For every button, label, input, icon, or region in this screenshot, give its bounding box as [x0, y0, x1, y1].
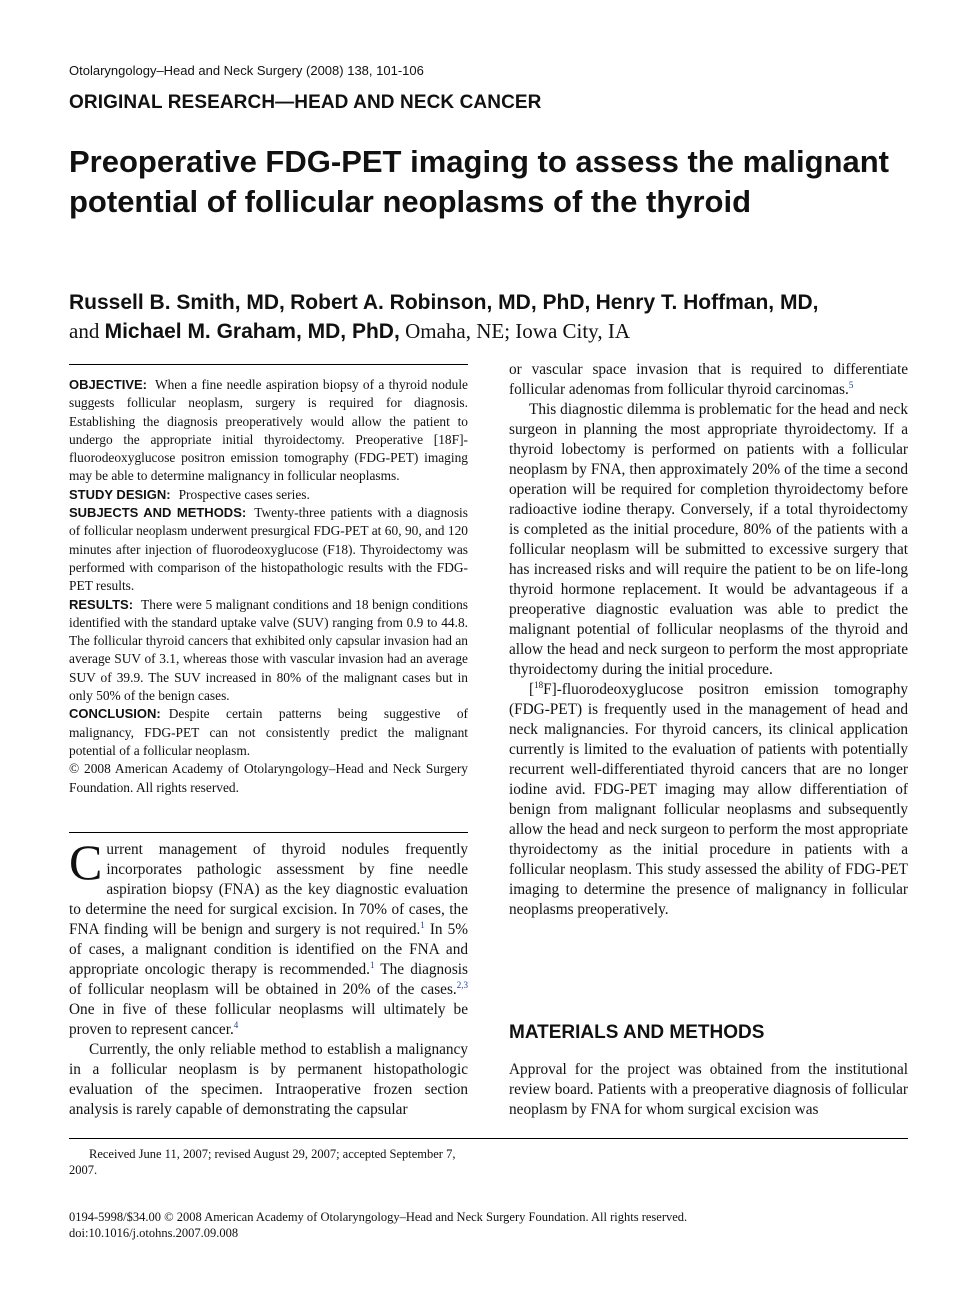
journal-citation: Otolaryngology–Head and Neck Surgery (2008) 138, 101-106 — [69, 63, 424, 78]
author-3[interactable]: Henry T. Hoffman, MD, — [595, 291, 819, 314]
abstract-objective — [69, 376, 468, 486]
design-text: Prospective cases series. — [178, 486, 310, 502]
ref-link[interactable]: 5 — [848, 380, 854, 390]
introduction — [69, 834, 468, 1120]
received-dates: Received June 11, 2007; revised August 29, 2007; accepted September 7, 2007. — [69, 1147, 456, 1177]
objective-label: OBJECTIVE: — [69, 377, 148, 392]
paragraph-2-text: F]-fluorodeoxyglucose positron emission tomography (FDG-PET) is frequently used in the management of head and neck malignancies. For thyroid cancers, its clinical application currently is limited to the evaluation of patients with potentially recurrent well-differentiated thyroid cancers that are no longer iodine avid. FDG-PET imaging may allow differentiation of benign from malignant follicular neoplasms and subsequently allow the head and neck surgeon to perform the most appropriate thyroidectomy as the initial procedure in patients with a follicular neoplasm. This study assessed the ability of FDG-PET imaging to determine the presence of malignancy in follicular neoplasms preoperatively. — [509, 681, 908, 918]
doi[interactable]: doi:10.1016/j.otohns.2007.09.008 — [69, 1226, 239, 1240]
intro-text-b: In 5% of cases, a malignant condition is identified on the FNA and appropriate oncologic therapy is recommended. — [69, 921, 468, 978]
design-label: STUDY DESIGN: — [69, 486, 171, 502]
abstract-methods — [69, 504, 468, 595]
author-4[interactable]: Michael M. Graham, MD, PhD, — [104, 320, 400, 343]
article-title: Preoperative FDG-PET imaging to assess the malignant potential of follicular neoplasms of the thyroid — [69, 144, 889, 219]
right-continuation — [509, 360, 908, 400]
intro-paragraph-1 — [69, 834, 468, 1040]
abstract-copyright: © 2008 American Academy of Otolaryngology–Head and Neck Surgery Foundation. All rights reserved. — [69, 761, 468, 795]
right-paragraph-1: This diagnostic dilemma is problematic for the head and neck surgeon in planning the most appropriate thyroidectomy. If a thyroid lobectomy is performed on patients with a follicular neoplasm by FNA, then approximately 20% of the time a second operation will be required for completion thyroidectomy before radioactive iodine therapy. Conversely, if a total thyroidectomy is completed as the initial procedure, 80% of the patients with a follicular neoplasm will be submitted to excessive surgery that has increased risks and will require the patient to be on life-long thyroid hormone replacement. It would be advantageous if a preoperative diagnostic evaluation was able to predict the malignant potential of follicular neoplasms of the thyroid and allow the head and neck surgeon to perform the most appropriate thyroidectomy during the initial procedure. — [509, 401, 908, 678]
isotope-superscript: 18 — [534, 680, 544, 690]
author-1[interactable]: Russell B. Smith, MD, — [69, 291, 285, 314]
results-text: There were 5 malignant conditions and 18 benign conditions identified with the standard uptake valve (SUV) ranging from 0.9 to 44.8. The follicular thyroid cancers that exhibited only capsular invasion had an average SUV of 3.1, whereas those with vascular invasion had an average SUV of 39.9. The SUV increased in 80% of the malignant cases but in only 50% of the benign cases. — [69, 596, 468, 704]
abstract — [69, 376, 468, 797]
intro-paragraph-2: Currently, the only reliable method to establish a malignancy in a follicular neoplasm is by permanent histopathologic evaluation of the specimen. Intraoperative frozen section analysis is rarely capable of demonstrating the capsular — [69, 1041, 468, 1118]
right-paragraph-2 — [509, 680, 908, 920]
abstract-bottom-rule — [69, 832, 468, 833]
drop-cap: C — [69, 834, 103, 890]
results-label: RESULTS: — [69, 596, 134, 612]
bracket-open: [ — [529, 681, 535, 698]
publication-info — [69, 1209, 687, 1241]
methods-label: SUBJECTS AND METHODS: — [69, 505, 247, 521]
ref-link[interactable]: 1 — [420, 920, 425, 930]
right-column — [509, 360, 908, 920]
intro-text-c: The diagnosis of follicular neoplasm will be obtained in 20% of the cases. — [69, 961, 468, 998]
author-2[interactable]: Robert A. Robinson, MD, PhD, — [290, 291, 591, 314]
abstract-conclusion — [69, 705, 468, 760]
ref-link[interactable]: 1 — [369, 960, 375, 970]
section-heading: ORIGINAL RESEARCH—HEAD AND NECK CANCER — [69, 92, 542, 113]
ref-link[interactable]: 2,3 — [456, 980, 468, 990]
ref-link[interactable]: 4 — [233, 1020, 239, 1030]
methods-text: Twenty-three patients with a diagnosis of follicular neoplasm underwent presurgical FDG-PET at 60, 90, and 120 minutes after injection of fluorodeoxyglucose (F18). Thyroidectomy was performed with comparison of the histopathologic results with the FDG-PET results. — [69, 505, 468, 594]
objective-text: When a fine needle aspiration biopsy of a thyroid nodule suggests follicular neoplasm, surgery is required for diagnosis. Establishing the diagnosis preoperatively would allow the patient to undergo the appropriate initial thyroidectomy. Preoperative [18F]-fluorodeoxyglucose positron emission tomography (FDG-PET) imaging may be able to determine malignancy in follicular neoplasms. — [69, 377, 468, 484]
intro-text-d: One in five of these follicular neoplasms will ultimately be proven to represent cancer. — [69, 1001, 468, 1038]
intro-text-a: urrent management of thyroid nodules frequently incorporates pathologic assessment by fine needle aspiration biopsy (FNA) as the key diagnostic evaluation to determine the need for surgical excision. In 70% of cases, the FNA finding will be benign and surgery is not required. — [69, 841, 468, 938]
conclusion-text: Despite certain patterns being suggestive of malignancy, FDG-PET can not consistently predict the malignant potential of a follicular neoplasm. — [69, 706, 468, 758]
issn-copyright: 0194-5998/$34.00 © 2008 American Academy of Otolaryngology–Head and Neck Surgery Foundation. All rights reserved. — [69, 1210, 688, 1224]
materials-methods-heading: MATERIALS AND METHODS — [509, 1022, 765, 1043]
abstract-results — [69, 596, 468, 706]
author-conjunction: and — [69, 319, 100, 343]
conclusion-label: CONCLUSION: — [69, 706, 161, 722]
author-list — [69, 288, 929, 346]
author-locations: Omaha, NE; Iowa City, IA — [405, 319, 630, 343]
abstract-design — [69, 486, 468, 504]
abstract-top-rule — [69, 364, 468, 365]
materials-methods-text: Approval for the project was obtained from the institutional review board. Patients with a preoperative diagnosis of follicular neoplasm by FNA for whom surgical excision was — [509, 1061, 908, 1118]
continuation-text: or vascular space invasion that is required to differentiate follicular adenomas from follicular thyroid carcinomas. — [509, 361, 908, 398]
footnote-rule — [69, 1138, 908, 1139]
